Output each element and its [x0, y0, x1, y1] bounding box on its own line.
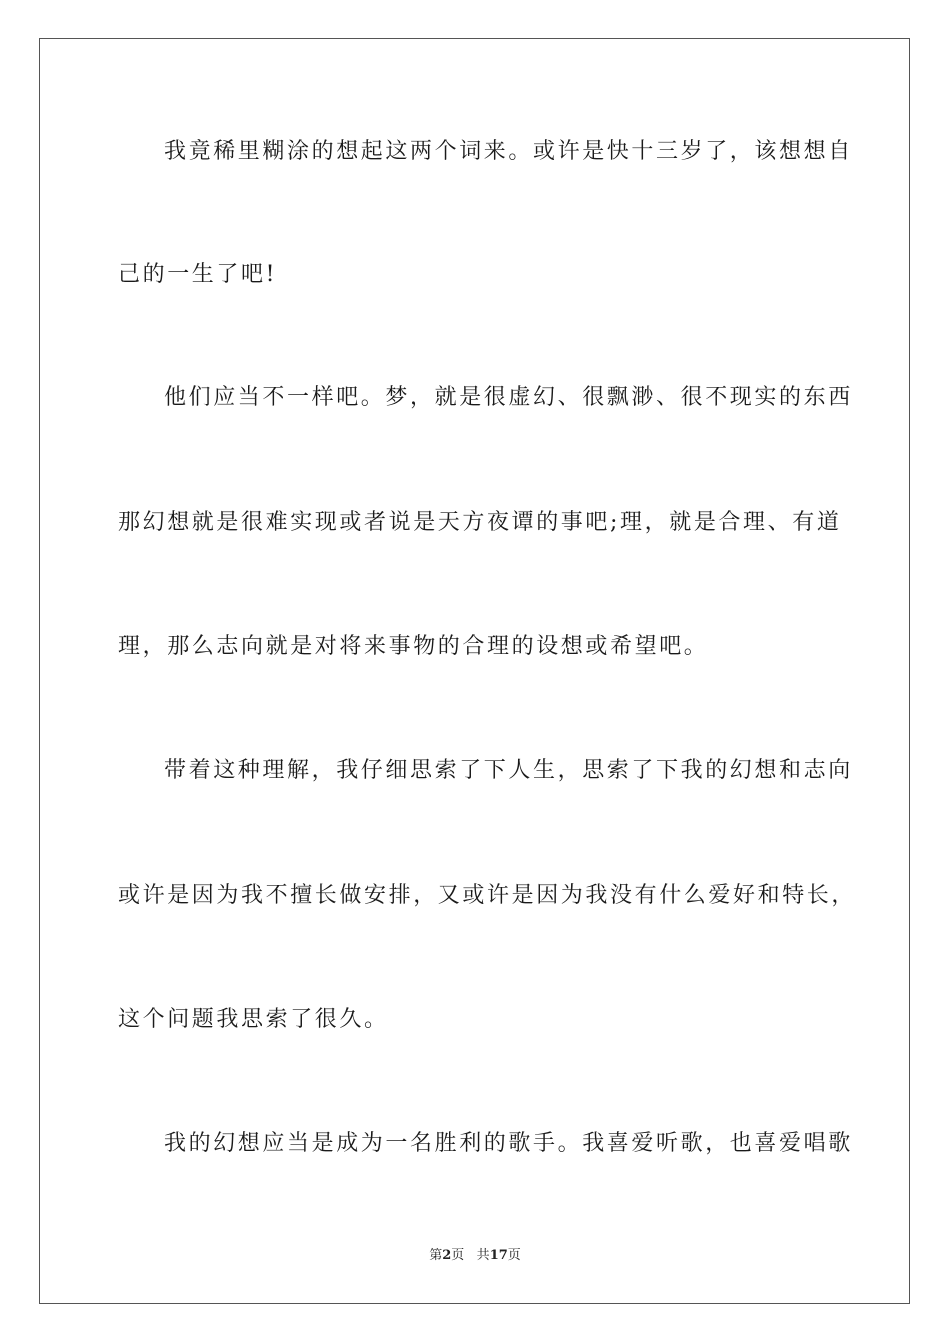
paragraph-line: 我的幻想应当是成为一名胜利的歌手。我喜爱听歌，也喜爱唱歌: [164, 1131, 853, 1156]
paragraph-line: 或许是因为我不擅长做安排，又或许是因为我没有什么爱好和特长，: [118, 883, 857, 908]
page-prefix: 第: [429, 1248, 443, 1263]
total-page-count: 17: [489, 1248, 508, 1263]
paragraph-line: 己的一生了吧!: [118, 262, 278, 287]
paragraph-line: 那幻想就是很难实现或者说是天方夜谭的事吧;理，就是合理、有道: [118, 510, 842, 535]
paragraph-line: 他们应当不一样吧。梦，就是很虚幻、很飘渺、很不现实的东西: [164, 385, 853, 410]
total-prefix: 共: [476, 1248, 490, 1263]
page-border: [39, 38, 910, 1304]
page-suffix: 页: [451, 1248, 465, 1263]
paragraph-line: 带着这种理解，我仔细思索了下人生，思索了下我的幻想和志向: [164, 758, 853, 783]
paragraph-line: 这个问题我思索了很久。: [118, 1007, 389, 1032]
paragraph-line: 理，那么志向就是对将来事物的合理的设想或希望吧。: [118, 634, 709, 659]
paragraph-line: 我竟稀里糊涂的想起这两个词来。或许是快十三岁了，该想想自: [164, 139, 853, 164]
total-suffix: 页: [507, 1248, 521, 1263]
current-page-number: 2: [442, 1248, 452, 1263]
page-number-footer: [0, 1247, 950, 1265]
